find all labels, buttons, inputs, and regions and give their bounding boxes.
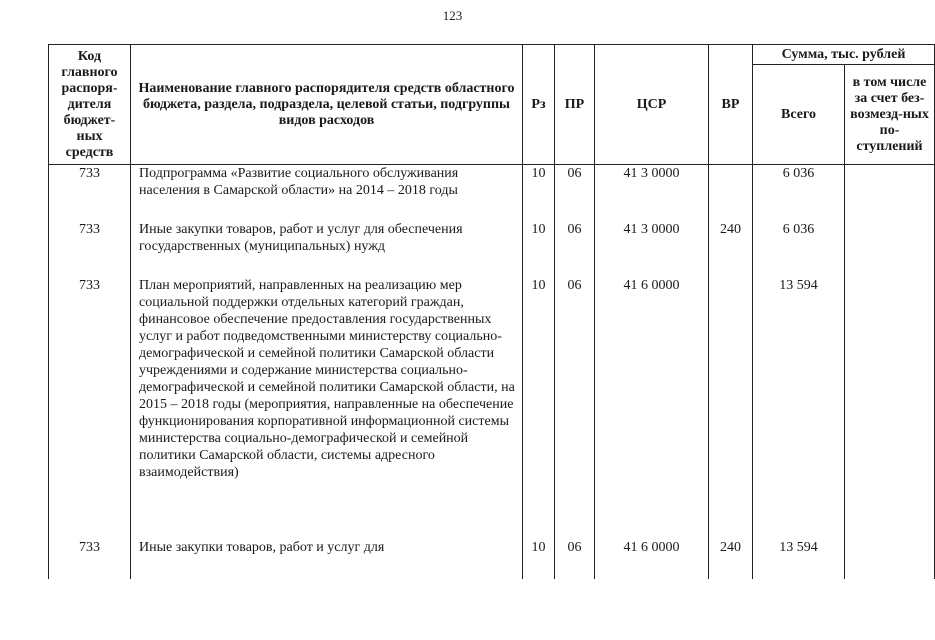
cell-incl — [845, 539, 935, 579]
table-row — [49, 539, 935, 579]
cell-rz: 10 — [523, 539, 555, 579]
col-header-rz: Рз — [523, 45, 555, 165]
cell-vr: 240 — [709, 539, 753, 579]
cell-csr: 41 6 0000 — [595, 539, 709, 579]
cell-name: План мероприятий, направленных на реализацию мер социальной поддержки отдельных категорий граждан, финансовое обеспечение предоставления государственных услуг и работ подведомственными министерству социально-демографической и семейной политики Самарской области учреждениями и содержание министерства социально-демографической и семейной политики Самарской области, на 2015 – 2018 годы (мероприятия, направленные на обеспечение функционирования корпоративной информационной системы министерства социально-демографической и семейной политики Самарской области, системы адресного взаимодействия) — [131, 277, 523, 539]
cell-rz: 10 — [523, 277, 555, 539]
col-header-total: Всего — [753, 65, 845, 165]
cell-total: 13 594 — [753, 539, 845, 579]
col-header-incl: в том числе за счет без-возмезд-ных по-ступлений — [845, 65, 935, 165]
col-header-pr: ПР — [555, 45, 595, 165]
cell-total: 13 594 — [753, 277, 845, 539]
cell-incl — [845, 165, 935, 221]
table-row — [49, 221, 935, 277]
cell-vr: 240 — [709, 221, 753, 277]
cell-incl — [845, 277, 935, 539]
page-number: 123 — [442, 8, 463, 23]
cell-pr: 06 — [555, 165, 595, 221]
col-header-code: Код главного распоря-дителя бюджет-ных средств — [49, 45, 131, 165]
cell-code: 733 — [49, 277, 131, 539]
cell-name: Иные закупки товаров, работ и услуг для обеспечения государственных (муниципальных) нужд — [131, 221, 523, 277]
col-header-name: Наименование главного распорядителя средств областного бюджета, раздела, подраздела, целевой статьи, подгруппы видов расходов — [131, 45, 523, 165]
cell-code: 733 — [49, 165, 131, 221]
cell-name: Иные закупки товаров, работ и услуг для — [131, 539, 523, 579]
cell-pr: 06 — [555, 539, 595, 579]
cell-incl — [845, 221, 935, 277]
table-row — [49, 277, 935, 539]
cell-total: 6 036 — [753, 165, 845, 221]
cell-rz: 10 — [523, 221, 555, 277]
cell-code: 733 — [49, 221, 131, 277]
cell-csr: 41 3 0000 — [595, 221, 709, 277]
cell-pr: 06 — [555, 221, 595, 277]
cell-vr — [709, 277, 753, 539]
cell-rz: 10 — [523, 165, 555, 221]
col-header-sum: Сумма, тыс. рублей — [753, 45, 935, 65]
table-row — [49, 165, 935, 221]
cell-total: 6 036 — [753, 221, 845, 277]
col-header-csr: ЦСР — [595, 45, 709, 165]
cell-csr: 41 3 0000 — [595, 165, 709, 221]
cell-pr: 06 — [555, 277, 595, 539]
cell-csr: 41 6 0000 — [595, 277, 709, 539]
cell-vr — [709, 165, 753, 221]
cell-name: Подпрограмма «Развитие социального обслуживания населения в Самарской области» на 2014 – 2018 годы — [131, 165, 523, 221]
col-header-vr: ВР — [709, 45, 753, 165]
cell-code: 733 — [49, 539, 131, 579]
budget-table — [48, 44, 935, 579]
